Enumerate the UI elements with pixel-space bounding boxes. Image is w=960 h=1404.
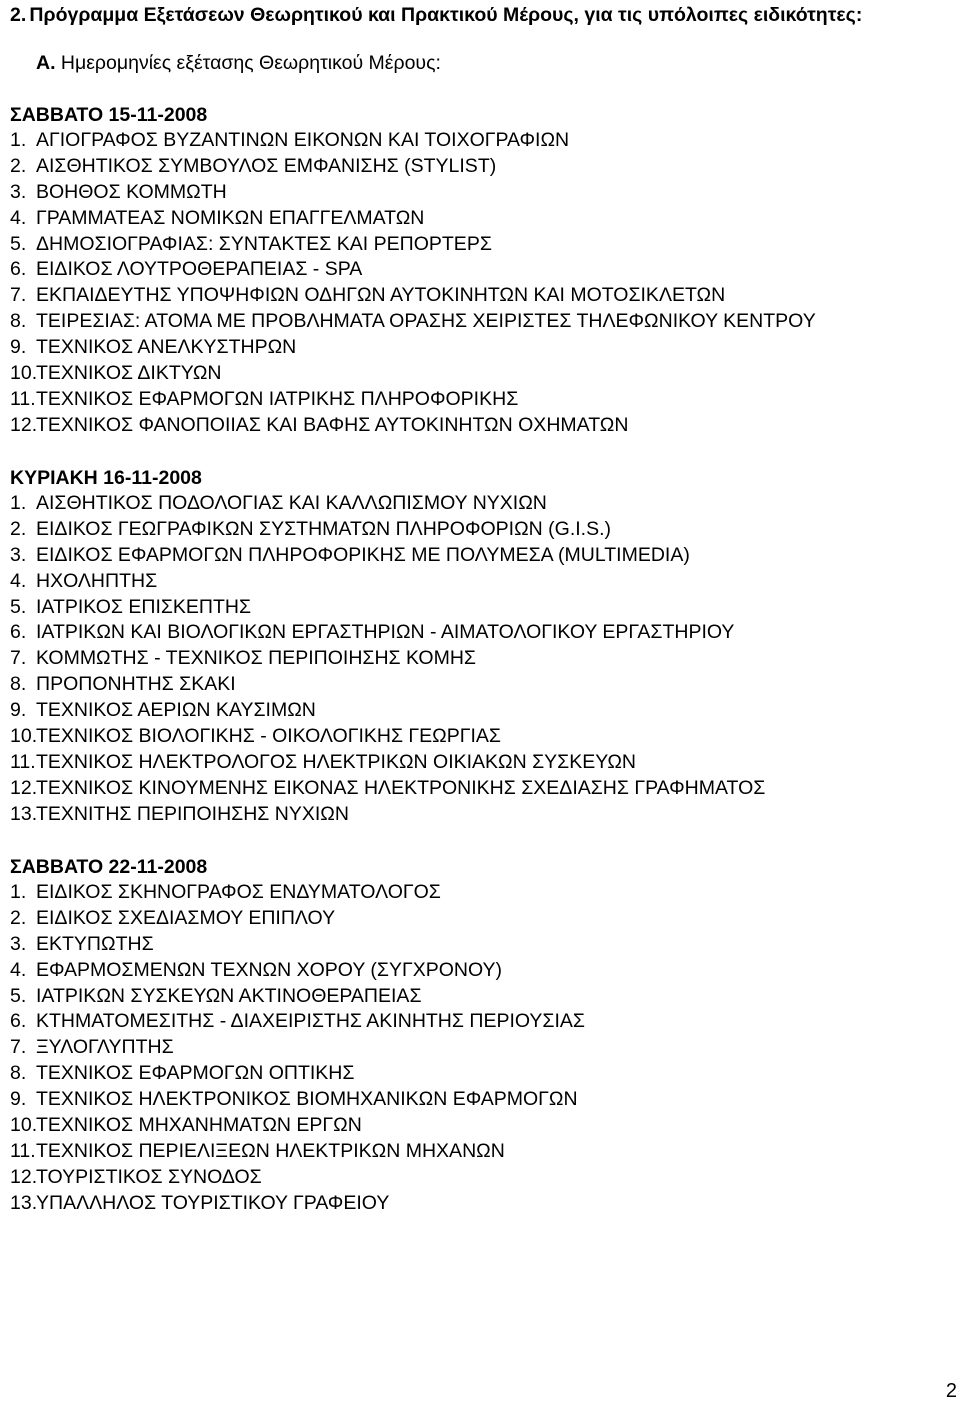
item-text: ΤΕΧΝΙΚΟΣ ΑΝΕΛΚΥΣΤΗΡΩΝ: [36, 336, 297, 359]
item-text: ΤΕΙΡΕΣΙΑΣ: ΑΤΟΜΑ ΜΕ ΠΡΟΒΛΗΜΑΤΑ ΟΡΑΣΗΣ ΧΕΙΡΙΣΤΕΣ ΤΗΛΕΦΩΝΙΚΟΥ ΚΕΝΤΡΟΥ: [36, 310, 816, 333]
section-heading: [10, 4, 862, 27]
item-text: ΤΕΧΝΙΤΗΣ ΠΕΡΙΠΟΙΗΣΗΣ ΝΥΧΙΩΝ: [36, 802, 349, 825]
item-number: 9.: [10, 699, 27, 722]
page-number: 2: [945, 1380, 957, 1402]
item-number: 5.: [10, 984, 27, 1007]
item-text: ΞΥΛΟΓΛΥΠΤΗΣ: [36, 1036, 174, 1059]
item-number: 12.: [10, 1165, 38, 1188]
item-text: ΚΟΜΜΩΤΗΣ - ΤΕΧΝΙΚΟΣ ΠΕΡΙΠΟΙΗΣΗΣ ΚΟΜΗΣ: [36, 647, 476, 670]
item-text: ΤΕΧΝΙΚΟΣ ΕΦΑΡΜΟΓΩΝ ΟΠΤΙΚΗΣ: [36, 1062, 355, 1085]
item-number: 3.: [10, 932, 27, 955]
list-item: [10, 932, 585, 958]
item-number: 5.: [10, 595, 27, 618]
item-number: 4.: [10, 958, 27, 981]
item-number: 7.: [10, 1036, 27, 1059]
item-text: ΙΑΤΡΙΚΩΝ ΣΥΣΚΕΥΩΝ ΑΚΤΙΝΟΘΕΡΑΠΕΙΑΣ: [36, 984, 422, 1007]
item-text: ΚΤΗΜΑΤΟΜΕΣΙΤΗΣ - ΔΙΑΧΕΙΡΙΣΤΗΣ ΑΚΙΝΗΤΗΣ ΠΕΡΙΟΥΣΙΑΣ: [36, 1010, 585, 1033]
item-text: ΒΟΗΘΟΣ ΚΟΜΜΩΤΗ: [36, 180, 227, 203]
list-item: [10, 595, 765, 621]
item-number: 10.: [10, 362, 38, 385]
item-number: 9.: [10, 336, 27, 359]
item-text: ΤΕΧΝΙΚΟΣ ΒΙΟΛΟΓΙΚΗΣ - ΟΙΚΟΛΟΓΙΚΗΣ ΓΕΩΡΓΙΑΣ: [36, 725, 501, 748]
list-item: [10, 1191, 585, 1217]
item-text: ΑΙΣΘΗΤΙΚΟΣ ΣΥΜΒΟΥΛΟΣ ΕΜΦΑΝΙΣΗΣ (STYLIST): [36, 154, 497, 177]
item-text: ΤΕΧΝΙΚΟΣ ΕΦΑΡΜΟΓΩΝ ΙΑΤΡΙΚΗΣ ΠΛΗΡΟΦΟΡΙΚΗΣ: [36, 387, 519, 410]
subsection-heading: [36, 52, 441, 75]
item-text: ΥΠΑΛΛΗΛΟΣ ΤΟΥΡΙΣΤΙΚΟΥ ΓΡΑΦΕΙΟΥ: [36, 1191, 390, 1214]
item-number: 12.: [10, 413, 38, 436]
item-number: 11.: [10, 1139, 36, 1162]
list-item: [10, 387, 816, 413]
list-item: [10, 698, 765, 724]
list-item: [10, 620, 765, 646]
list-item: [10, 154, 816, 180]
exam-day-title: ΣΑΒΒΑΤΟ 15-11-2008: [10, 104, 208, 126]
item-number: 1.: [10, 129, 27, 151]
item-number: 2.: [10, 906, 27, 929]
item-text: ΔΗΜΟΣΙΟΓΡΑΦΙΑΣ: ΣΥΝΤΑΚΤΕΣ ΚΑΙ ΡΕΠΟΡΤΕΡΣ: [36, 232, 492, 255]
list-item: [10, 1035, 585, 1061]
item-number: 13.: [10, 802, 38, 825]
list-item: [10, 1087, 585, 1113]
item-number: 1.: [10, 492, 27, 514]
exam-day-1: [10, 102, 816, 439]
item-text: ΤΕΧΝΙΚΟΣ ΔΙΚΤΥΩΝ: [36, 362, 222, 385]
list-item: [10, 984, 585, 1010]
item-text: ΑΙΣΘΗΤΙΚΟΣ ΠΟΔΟΛΟΓΙΑΣ ΚΑΙ ΚΑΛΛΩΠΙΣΜΟΥ ΝΥΧΙΩΝ: [36, 492, 547, 514]
item-text: ΗΧΟΛΗΠΤΗΣ: [36, 569, 158, 592]
item-number: 11.: [10, 387, 36, 410]
specialty-list: [10, 491, 765, 828]
item-text: ΕΚΤΥΠΩΤΗΣ: [36, 932, 154, 955]
item-text: ΤΕΧΝΙΚΟΣ ΗΛΕΚΤΡΟΝΙΚΟΣ ΒΙΟΜΗΧΑΝΙΚΩΝ ΕΦΑΡΜΟΓΩΝ: [36, 1088, 578, 1111]
specialty-list: [10, 880, 585, 1217]
item-text: ΕΦΑΡΜΟΣΜΕΝΩΝ ΤΕΧΝΩΝ ΧΟΡΟΥ (ΣΥΓΧΡΟΝΟΥ): [36, 958, 503, 981]
item-text: ΤΕΧΝΙΚΟΣ ΗΛΕΚΤΡΟΛΟΓΟΣ ΗΛΕΚΤΡΙΚΩΝ ΟΙΚΙΑΚΩΝ ΣΥΣΚΕΥΩΝ: [36, 750, 636, 773]
list-item: [10, 413, 816, 439]
item-number: 11.: [10, 750, 36, 773]
item-number: 4.: [10, 206, 27, 229]
item-number: 8.: [10, 1062, 27, 1085]
item-number: 2.: [10, 154, 27, 177]
item-text: ΕΙΔΙΚΟΣ ΣΚΗΝΟΓΡΑΦΟΣ ΕΝΔΥΜΑΤΟΛΟΓΟΣ: [36, 881, 441, 903]
item-text: ΕΚΠΑΙΔΕΥΤΗΣ ΥΠΟΨΗΦΙΩΝ ΟΔΗΓΩΝ ΑΥΤΟΚΙΝΗΤΩΝ ΚΑΙ ΜΟΤΟΣΙΚΛΕΤΩΝ: [36, 284, 726, 307]
item-number: 12.: [10, 776, 38, 799]
exam-day-2: [10, 465, 765, 828]
item-text: ΕΙΔΙΚΟΣ ΛΟΥΤΡΟΘΕΡΑΠΕΙΑΣ - SPA: [36, 258, 363, 281]
item-number: 10.: [10, 725, 38, 748]
item-number: 6.: [10, 1010, 27, 1033]
item-number: 10.: [10, 1114, 38, 1137]
list-item: [10, 232, 816, 258]
item-number: 3.: [10, 543, 27, 566]
list-item: [10, 1113, 585, 1139]
item-text: ΤΕΧΝΙΚΟΣ ΑΕΡΙΩΝ ΚΑΥΣΙΜΩΝ: [36, 699, 316, 722]
item-text: ΤΕΧΝΙΚΟΣ ΦΑΝΟΠΟΙΙΑΣ ΚΑΙ ΒΑΦΗΣ ΑΥΤΟΚΙΝΗΤΩΝ ΟΧΗΜΑΤΩΝ: [36, 413, 629, 436]
list-item: [10, 646, 765, 672]
item-text: ΤΕΧΝΙΚΟΣ ΜΗΧΑΝΗΜΑΤΩΝ ΕΡΓΩΝ: [36, 1114, 362, 1137]
subsection-letter: Α.: [36, 52, 56, 74]
item-text: ΙΑΤΡΙΚΩΝ ΚΑΙ ΒΙΟΛΟΓΙΚΩΝ ΕΡΓΑΣΤΗΡΙΩΝ - ΑΙΜΑΤΟΛΟΓΙΚΟΥ ΕΡΓΑΣΤΗΡΙΟΥ: [36, 621, 735, 644]
list-item: [10, 672, 765, 698]
list-item: [10, 1139, 585, 1165]
list-item: [10, 724, 765, 750]
subsection-title: Ημερομηνίες εξέτασης Θεωρητικού Μέρους:: [60, 52, 441, 74]
item-number: 13.: [10, 1191, 38, 1214]
list-item: [10, 180, 816, 206]
list-item: [10, 361, 816, 387]
item-text: ΤΟΥΡΙΣΤΙΚΟΣ ΣΥΝΟΔΟΣ: [36, 1165, 262, 1188]
exam-day-title: ΚΥΡΙΑΚΗ 16-11-2008: [10, 467, 202, 489]
exam-day-title: ΣΑΒΒΑΤΟ 22-11-2008: [10, 856, 208, 878]
item-number: 2.: [10, 517, 27, 540]
item-text: ΙΑΤΡΙΚΟΣ ΕΠΙΣΚΕΠΤΗΣ: [36, 595, 252, 618]
exam-day-3: [10, 854, 585, 1217]
item-number: 5.: [10, 232, 27, 255]
item-text: ΠΡΟΠΟΝΗΤΗΣ ΣΚΑΚΙ: [36, 673, 236, 696]
item-number: 3.: [10, 180, 27, 203]
list-item: [10, 128, 816, 154]
item-text: ΤΕΧΝΙΚΟΣ ΚΙΝΟΥΜΕΝΗΣ ΕΙΚΟΝΑΣ ΗΛΕΚΤΡΟΝΙΚΗΣ ΣΧΕΔΙΑΣΗΣ ΓΡΑΦΗΜΑΤΟΣ: [36, 776, 766, 799]
item-text: ΑΓΙΟΓΡΑΦΟΣ ΒΥΖΑΝΤΙΝΩΝ ΕΙΚΟΝΩΝ ΚΑΙ ΤΟΙΧΟΓΡΑΦΙΩΝ: [36, 129, 570, 151]
item-text: ΕΙΔΙΚΟΣ ΕΦΑΡΜΟΓΩΝ ΠΛΗΡΟΦΟΡΙΚΗΣ ΜΕ ΠΟΛΥΜΕΣΑ (MULTIMEDIA): [36, 543, 690, 566]
item-number: 8.: [10, 310, 27, 333]
item-number: 8.: [10, 673, 27, 696]
list-item: [10, 206, 816, 232]
item-number: 6.: [10, 258, 27, 281]
specialty-list: [10, 128, 816, 439]
item-text: ΓΡΑΜΜΑΤΕΑΣ ΝΟΜΙΚΩΝ ΕΠΑΓΓΕΛΜΑΤΩΝ: [36, 206, 425, 229]
item-text: ΤΕΧΝΙΚΟΣ ΠΕΡΙΕΛΙΞΕΩΝ ΗΛΕΚΤΡΙΚΩΝ ΜΗΧΑΝΩΝ: [36, 1139, 505, 1162]
item-number: 7.: [10, 647, 27, 670]
item-number: 6.: [10, 621, 27, 644]
item-number: 9.: [10, 1088, 27, 1111]
list-item: [10, 491, 765, 517]
item-text: ΕΙΔΙΚΟΣ ΓΕΩΓΡΑΦΙΚΩΝ ΣΥΣΤΗΜΑΤΩΝ ΠΛΗΡΟΦΟΡΙΩΝ (G.I.S.): [36, 517, 612, 540]
list-item: [10, 802, 765, 828]
list-item: [10, 335, 816, 361]
list-item: [10, 776, 765, 802]
list-item: [10, 569, 765, 595]
list-item: [10, 1009, 585, 1035]
list-item: [10, 309, 816, 335]
section-title: Πρόγραμμα Εξετάσεων Θεωρητικού και Πρακτικού Μέρους, για τις υπόλοιπες ειδικότητες:: [29, 4, 863, 26]
list-item: [10, 880, 585, 906]
list-item: [10, 283, 816, 309]
section-number: 2.: [10, 4, 27, 26]
list-item: [10, 750, 765, 776]
list-item: [10, 1165, 585, 1191]
item-number: 7.: [10, 284, 27, 307]
list-item: [10, 1061, 585, 1087]
list-item: [10, 257, 816, 283]
list-item: [10, 543, 765, 569]
item-text: ΕΙΔΙΚΟΣ ΣΧΕΔΙΑΣΜΟΥ ΕΠΙΠΛΟΥ: [36, 906, 336, 929]
item-number: 4.: [10, 569, 27, 592]
item-number: 1.: [10, 881, 27, 903]
list-item: [10, 906, 585, 932]
list-item: [10, 958, 585, 984]
list-item: [10, 517, 765, 543]
